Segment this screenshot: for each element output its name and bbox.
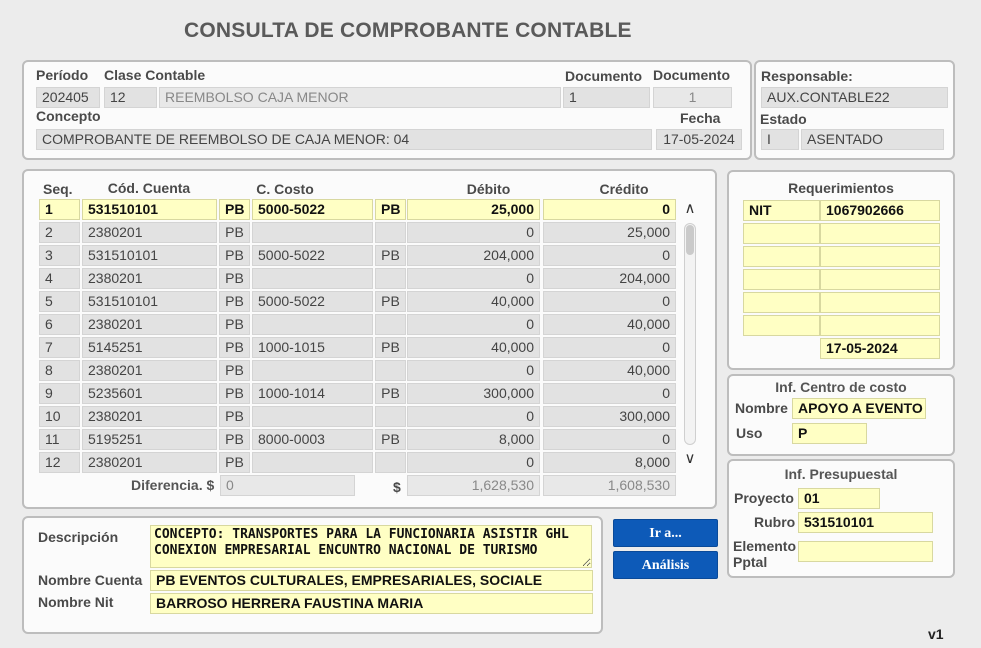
- cell-seq[interactable]: 4: [39, 268, 80, 289]
- ir-a-button[interactable]: Ir a...: [613, 519, 718, 547]
- cell-t1[interactable]: PB: [219, 245, 250, 266]
- cell-credito[interactable]: 0: [543, 429, 676, 450]
- total-debito-field: 1,628,530: [407, 475, 540, 496]
- cell-cuenta[interactable]: 2380201: [82, 268, 217, 289]
- table-row[interactable]: [0, 429, 700, 452]
- fecha-label: Fecha: [680, 110, 721, 126]
- table-row[interactable]: [0, 222, 700, 245]
- presupuestal-title: Inf. Presupuestal: [784, 466, 898, 482]
- descripcion-label: Descripción: [38, 529, 119, 545]
- grid-rows: [0, 199, 700, 475]
- version-label: v1: [928, 626, 944, 642]
- table-row[interactable]: [0, 383, 700, 406]
- cell-cuenta[interactable]: 2380201: [82, 452, 217, 473]
- header-debito: Débito: [466, 181, 511, 197]
- estado-code-field[interactable]: I: [761, 129, 799, 150]
- req-field[interactable]: [820, 246, 940, 267]
- nombre-nit-label: Nombre Nit: [38, 594, 114, 610]
- cell-cuenta[interactable]: 5195251: [82, 429, 217, 450]
- documento2-label: Documento: [653, 67, 730, 83]
- cell-cuenta[interactable]: 2380201: [82, 406, 217, 427]
- cell-seq[interactable]: 6: [39, 314, 80, 335]
- responsable-field[interactable]: AUX.CONTABLE22: [761, 87, 948, 108]
- grid-scrollbar[interactable]: [679, 199, 701, 469]
- cell-cuenta[interactable]: 531510101: [82, 291, 217, 312]
- cell-seq[interactable]: 5: [39, 291, 80, 312]
- cell-debito[interactable]: 0: [407, 406, 540, 427]
- table-row[interactable]: [0, 360, 700, 383]
- concepto-label: Concepto: [36, 108, 101, 124]
- req-field[interactable]: [743, 292, 820, 313]
- cell-t1[interactable]: PB: [219, 406, 250, 427]
- cell-seq[interactable]: 10: [39, 406, 80, 427]
- cell-credito[interactable]: 40,000: [543, 314, 676, 335]
- clase-code-field[interactable]: 12: [104, 87, 157, 108]
- cell-t2[interactable]: PB: [375, 199, 406, 220]
- req-field[interactable]: [820, 269, 940, 290]
- cell-cuenta[interactable]: 2380201: [82, 314, 217, 335]
- cell-seq[interactable]: 7: [39, 337, 80, 358]
- cell-seq[interactable]: 3: [39, 245, 80, 266]
- cell-seq[interactable]: 2: [39, 222, 80, 243]
- header-cuenta: Cód. Cuenta: [107, 180, 191, 196]
- nombre-nit-field[interactable]: BARROSO HERRERA FAUSTINA MARIA: [150, 593, 593, 614]
- cell-credito[interactable]: 0: [543, 245, 676, 266]
- analisis-button[interactable]: Análisis: [613, 551, 718, 579]
- proyecto-label: Proyecto: [734, 490, 794, 506]
- req-field[interactable]: [820, 292, 940, 313]
- cc-uso-label: Uso: [736, 425, 763, 441]
- currency-label: $: [393, 479, 401, 495]
- cell-costo[interactable]: [252, 222, 373, 243]
- cell-t1[interactable]: PB: [219, 199, 250, 220]
- documento-label: Documento: [565, 68, 642, 84]
- nombre-cuenta-label: Nombre Cuenta: [38, 572, 143, 588]
- cell-credito[interactable]: 0: [543, 337, 676, 358]
- cell-costo[interactable]: 5000-5022: [252, 245, 373, 266]
- cell-t1[interactable]: PB: [219, 452, 250, 473]
- cell-t2[interactable]: PB: [375, 429, 406, 450]
- cell-debito[interactable]: 40,000: [407, 337, 540, 358]
- req-field[interactable]: [743, 269, 820, 290]
- fecha-field[interactable]: 17-05-2024: [656, 129, 742, 150]
- header-costo: C. Costo: [256, 181, 314, 197]
- cell-t2[interactable]: PB: [375, 337, 406, 358]
- pptal-label: Pptal: [733, 554, 768, 570]
- cell-costo[interactable]: [252, 360, 373, 381]
- req-field[interactable]: [820, 315, 940, 336]
- table-row[interactable]: [0, 406, 700, 429]
- cell-t2[interactable]: [375, 268, 406, 289]
- req-field[interactable]: [743, 246, 820, 267]
- cc-nombre-field[interactable]: APOYO A EVENTO: [792, 398, 926, 419]
- requerimientos-title: Requerimientos: [788, 180, 894, 196]
- cell-costo[interactable]: [252, 268, 373, 289]
- cell-credito[interactable]: 8,000: [543, 452, 676, 473]
- cell-credito[interactable]: 300,000: [543, 406, 676, 427]
- table-row[interactable]: [0, 452, 700, 475]
- cell-debito[interactable]: 0: [407, 360, 540, 381]
- page-title: CONSULTA DE COMPROBANTE CONTABLE: [184, 19, 632, 42]
- header-seq: Seq.: [43, 181, 73, 197]
- scroll-up-icon[interactable]: ∧: [684, 200, 696, 217]
- cell-credito[interactable]: 204,000: [543, 268, 676, 289]
- scroll-down-icon[interactable]: ∨: [684, 450, 696, 467]
- table-row[interactable]: [0, 314, 700, 337]
- cell-cuenta[interactable]: 531510101: [82, 245, 217, 266]
- cc-uso-field[interactable]: P: [792, 423, 867, 444]
- cell-credito[interactable]: 0: [543, 383, 676, 404]
- table-row[interactable]: [0, 291, 700, 314]
- req-nit-value-field[interactable]: 1067902666: [820, 200, 940, 221]
- cell-cuenta[interactable]: 5235601: [82, 383, 217, 404]
- diferencia-field: 0: [220, 475, 355, 496]
- cell-debito[interactable]: 204,000: [407, 245, 540, 266]
- responsable-label: Responsable:: [761, 68, 853, 84]
- cell-credito[interactable]: 0: [543, 199, 676, 220]
- cell-t1[interactable]: PB: [219, 337, 250, 358]
- cell-debito[interactable]: 0: [407, 314, 540, 335]
- table-row[interactable]: [0, 268, 700, 291]
- cell-debito[interactable]: 0: [407, 268, 540, 289]
- diferencia-label: Diferencia. $: [131, 477, 215, 493]
- rubro-field[interactable]: 531510101: [798, 512, 933, 533]
- descripcion-textarea[interactable]: [150, 525, 592, 568]
- cell-costo[interactable]: 5000-5022: [252, 291, 373, 312]
- cell-t2[interactable]: [375, 314, 406, 335]
- cell-debito[interactable]: 0: [407, 452, 540, 473]
- cell-t2[interactable]: [375, 452, 406, 473]
- cell-credito[interactable]: 25,000: [543, 222, 676, 243]
- documento2-field: 1: [653, 87, 732, 108]
- req-field[interactable]: [743, 315, 820, 336]
- rubro-label: Rubro: [754, 514, 796, 530]
- cell-costo[interactable]: 8000-0003: [252, 429, 373, 450]
- cell-costo[interactable]: [252, 314, 373, 335]
- periodo-field[interactable]: 202405: [36, 87, 100, 108]
- total-credito-field: 1,608,530: [543, 475, 676, 496]
- centro-costo-title: Inf. Centro de costo: [775, 379, 907, 395]
- cell-seq[interactable]: 12: [39, 452, 80, 473]
- proyecto-field[interactable]: 01: [798, 488, 880, 509]
- estado-name-field: ASENTADO: [801, 129, 944, 150]
- cell-t2[interactable]: PB: [375, 291, 406, 312]
- documento-field[interactable]: 1: [563, 87, 650, 108]
- clase-label: Clase Contable: [104, 67, 206, 83]
- cell-costo[interactable]: 1000-1015: [252, 337, 373, 358]
- cell-t1[interactable]: PB: [219, 429, 250, 450]
- table-row[interactable]: [0, 199, 700, 222]
- cell-costo[interactable]: 1000-1014: [252, 383, 373, 404]
- cell-seq[interactable]: 11: [39, 429, 80, 450]
- cell-seq[interactable]: 9: [39, 383, 80, 404]
- req-nit-label-field: NIT: [743, 200, 820, 221]
- cc-nombre-label: Nombre: [735, 400, 788, 416]
- scroll-thumb[interactable]: [686, 225, 694, 255]
- cell-credito[interactable]: 0: [543, 291, 676, 312]
- cell-t2[interactable]: [375, 406, 406, 427]
- table-row[interactable]: [0, 245, 700, 268]
- cell-costo[interactable]: [252, 452, 373, 473]
- cell-credito[interactable]: 40,000: [543, 360, 676, 381]
- elemento-field[interactable]: [798, 541, 933, 562]
- cell-t1[interactable]: PB: [219, 268, 250, 289]
- cell-t1[interactable]: PB: [219, 360, 250, 381]
- scroll-track[interactable]: [684, 223, 696, 445]
- req-field[interactable]: [820, 223, 940, 244]
- cell-debito[interactable]: 300,000: [407, 383, 540, 404]
- elemento-label: Elemento: [733, 538, 797, 554]
- cell-costo[interactable]: 5000-5022: [252, 199, 373, 220]
- req-field[interactable]: [743, 223, 820, 244]
- cell-seq[interactable]: 1: [39, 199, 80, 220]
- cell-t2[interactable]: [375, 360, 406, 381]
- estado-label: Estado: [760, 111, 807, 127]
- clase-name-field: REEMBOLSO CAJA MENOR: [159, 87, 561, 108]
- nombre-cuenta-field[interactable]: PB EVENTOS CULTURALES, EMPRESARIALES, SOCIALE: [150, 570, 593, 591]
- table-row[interactable]: [0, 337, 700, 360]
- cell-costo[interactable]: [252, 406, 373, 427]
- cell-t1[interactable]: PB: [219, 383, 250, 404]
- periodo-label: Período: [36, 67, 89, 83]
- req-date-field[interactable]: 17-05-2024: [820, 338, 940, 359]
- cell-t2[interactable]: [375, 222, 406, 243]
- cell-cuenta[interactable]: 2380201: [82, 222, 217, 243]
- header-credito: Crédito: [599, 181, 649, 197]
- cell-debito[interactable]: 25,000: [407, 199, 540, 220]
- cell-t1[interactable]: PB: [219, 291, 250, 312]
- cell-t1[interactable]: PB: [219, 314, 250, 335]
- cell-seq[interactable]: 8: [39, 360, 80, 381]
- cell-debito[interactable]: 0: [407, 222, 540, 243]
- cell-cuenta[interactable]: 531510101: [82, 199, 217, 220]
- cell-t2[interactable]: PB: [375, 383, 406, 404]
- cell-t2[interactable]: PB: [375, 245, 406, 266]
- concepto-field[interactable]: COMPROBANTE DE REEMBOLSO DE CAJA MENOR: 04: [36, 129, 652, 150]
- cell-cuenta[interactable]: 2380201: [82, 360, 217, 381]
- cell-t1[interactable]: PB: [219, 222, 250, 243]
- cell-debito[interactable]: 8,000: [407, 429, 540, 450]
- cell-cuenta[interactable]: 5145251: [82, 337, 217, 358]
- cell-debito[interactable]: 40,000: [407, 291, 540, 312]
